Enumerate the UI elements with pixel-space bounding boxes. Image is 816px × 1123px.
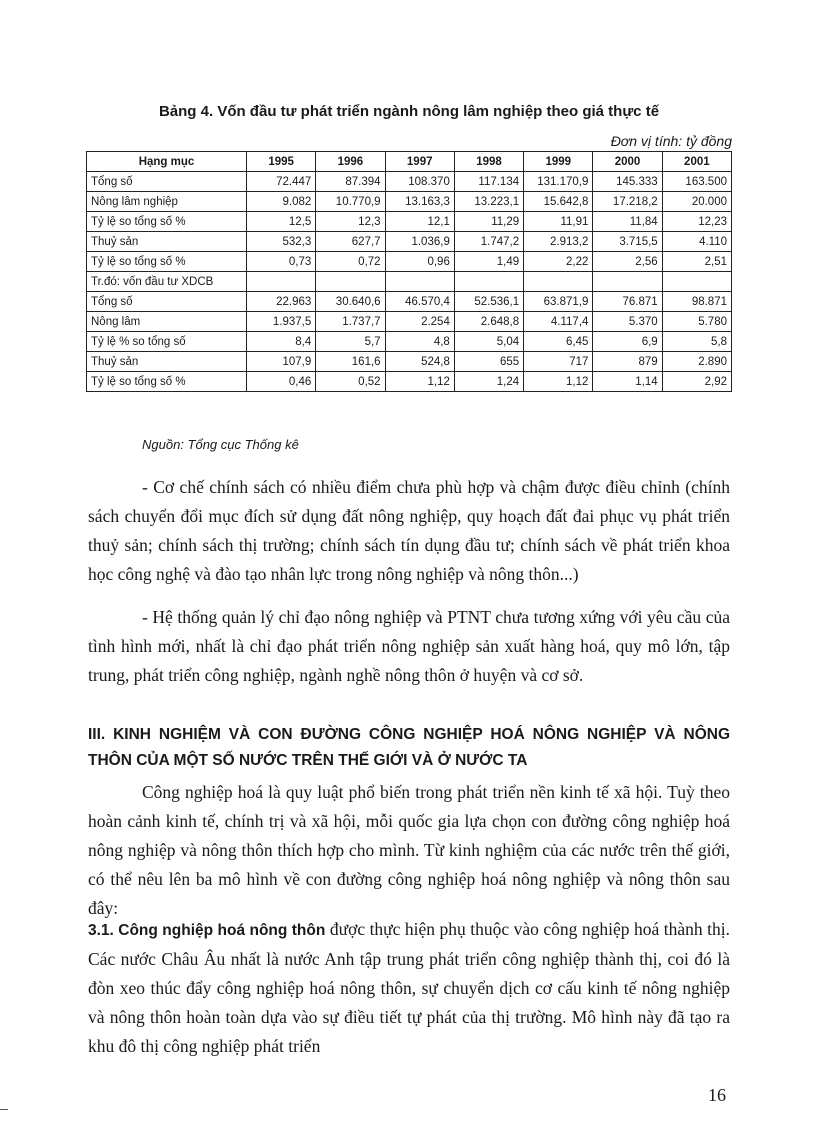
table-cell: 2.648,8 xyxy=(454,312,523,332)
table-cell: 17.218,2 xyxy=(593,192,662,212)
table-cell: 9.082 xyxy=(247,192,316,212)
row-label: Tổng số xyxy=(87,292,247,312)
table-cell: 6,9 xyxy=(593,332,662,352)
table-cell: 145.333 xyxy=(593,172,662,192)
table-cell: 0,73 xyxy=(247,252,316,272)
table-cell: 524,8 xyxy=(385,352,454,372)
table-cell: 13.163,3 xyxy=(385,192,454,212)
table-cell: 11,84 xyxy=(593,212,662,232)
table-cell: 131.170,9 xyxy=(524,172,593,192)
table-cell: 63.871,9 xyxy=(524,292,593,312)
table-cell: 76.871 xyxy=(593,292,662,312)
table-cell: 11,29 xyxy=(454,212,523,232)
table-cell: 46.570,4 xyxy=(385,292,454,312)
table-row xyxy=(87,372,732,392)
table-cell: 117.134 xyxy=(454,172,523,192)
table-cell: 0,52 xyxy=(316,372,385,392)
table-row xyxy=(87,172,732,192)
table-cell: 2,92 xyxy=(662,372,731,392)
table-header-cell: 1996 xyxy=(316,152,385,172)
table-header-row xyxy=(87,152,732,172)
table-cell: 4.117,4 xyxy=(524,312,593,332)
row-label: Tr.đó: vốn đầu tư XDCB xyxy=(87,272,247,292)
table-cell: 1,12 xyxy=(524,372,593,392)
table-unit: Đơn vị tính: tỷ đồng xyxy=(610,133,732,149)
table-cell: 5,04 xyxy=(454,332,523,352)
table-header-cell: 1995 xyxy=(247,152,316,172)
table-row xyxy=(87,292,732,312)
table-cell: 1.747,2 xyxy=(454,232,523,252)
table-cell: 12,5 xyxy=(247,212,316,232)
paragraph-policy: - Cơ chế chính sách có nhiều điểm chưa phù hợp và chậm được điều chỉnh (chính sách chuyển đổi mục đích sử dụng đất nông nghiệp, quy hoạch đất đai phục vụ phát triển thuỷ sản; chính sách thị trường; chính sách tín dụng đầu tư; chính sách về phát triển khoa học công nghệ và đào tạo nhân lực trong nông nghiệp và nông thôn...) xyxy=(88,477,730,584)
table-cell: 12,1 xyxy=(385,212,454,232)
subsection-lead: 3.1. Công nghiệp hoá nông thôn xyxy=(88,922,326,939)
table-cell: 2,56 xyxy=(593,252,662,272)
row-label: Thuỷ sản xyxy=(87,352,247,372)
row-label: Tỷ lệ so tổng số % xyxy=(87,372,247,392)
paragraph-industrialization: Công nghiệp hoá là quy luật phổ biến trong phát triển nền kinh tế xã hội. Tuỳ theo hoàn cảnh kinh tế, chính trị và xã hội, mỗi quốc gia lựa chọn con đường công nghiệp hoá nông nghiệp và nông thôn thích hợp cho mình. Từ kinh nghiệm của các nước trên thế giới, có thể nêu lên ba mô hình về con đường công nghiệp hoá nông nghiệp và nông thôn sau đây: xyxy=(88,782,730,918)
table-cell: 12,3 xyxy=(316,212,385,232)
table-cell: 108.370 xyxy=(385,172,454,192)
paragraph-model-1 xyxy=(88,915,730,1061)
table-cell: 5,8 xyxy=(662,332,731,352)
table-source: Nguồn: Tổng cục Thống kê xyxy=(142,437,299,452)
table-cell: 8,4 xyxy=(247,332,316,352)
table-cell xyxy=(385,272,454,292)
table-cell: 98.871 xyxy=(662,292,731,312)
table-cell: 0,46 xyxy=(247,372,316,392)
table-cell: 2,22 xyxy=(524,252,593,272)
row-label: Nông lâm nghiệp xyxy=(87,192,247,212)
table-cell: 1.937,5 xyxy=(247,312,316,332)
table-cell: 30.640,6 xyxy=(316,292,385,312)
table-cell: 22.963 xyxy=(247,292,316,312)
row-label: Tỷ lệ so tổng số % xyxy=(87,252,247,272)
table-cell: 1,12 xyxy=(385,372,454,392)
table-header-cell: 1997 xyxy=(385,152,454,172)
table-cell xyxy=(454,272,523,292)
margin-mark xyxy=(0,1109,8,1110)
table-cell: 2.913,2 xyxy=(524,232,593,252)
table-cell: 627,7 xyxy=(316,232,385,252)
table-cell: 1.036,9 xyxy=(385,232,454,252)
table-cell xyxy=(316,272,385,292)
table-row xyxy=(87,232,732,252)
row-label: Tỷ lệ % so tổng số xyxy=(87,332,247,352)
page-number: 16 xyxy=(708,1085,726,1105)
table-cell: 0,96 xyxy=(385,252,454,272)
table-cell: 4,8 xyxy=(385,332,454,352)
table-cell: 161,6 xyxy=(316,352,385,372)
table-row xyxy=(87,312,732,332)
subsection-text: được thực hiện phụ thuộc vào công nghiệp hoá thành thị. Các nước Châu Âu nhất là nước Anh tập trung phát triển công nghiệp thành thị, coi đó là đòn xeo thúc đẩy công nghiệp hoá nông thôn, sự chuyển dịch cơ cấu kinh tế nông nghiệp và nông thôn hoàn toàn dựa vào sự điều tiết tự phát của thị trường. Mô hình này đã tạo ra khu đô thị công nghiệp phát triển xyxy=(88,919,730,1056)
table-cell: 11,91 xyxy=(524,212,593,232)
table-cell: 717 xyxy=(524,352,593,372)
table-cell xyxy=(593,272,662,292)
table-cell: 72.447 xyxy=(247,172,316,192)
table-title: Bảng 4. Vốn đầu tư phát triển ngành nông lâm nghiệp theo giá thực tế xyxy=(158,103,660,120)
table-cell: 879 xyxy=(593,352,662,372)
table-cell: 10.770,9 xyxy=(316,192,385,212)
table-cell: 2.254 xyxy=(385,312,454,332)
table-cell: 12,23 xyxy=(662,212,731,232)
table-cell: 2.890 xyxy=(662,352,731,372)
paragraph-management: - Hệ thống quản lý chỉ đạo nông nghiệp và PTNT chưa tương xứng với yêu cầu của tình hình mới, nhất là chỉ đạo phát triển nông nghiệp sản xuất hàng hoá, quy mô lớn, tập trung, phát triển công nghiệp, ngành nghề nông thôn ở huyện và cơ sở. xyxy=(88,607,730,685)
table-row xyxy=(87,332,732,352)
table-cell: 163.500 xyxy=(662,172,731,192)
table-header-cell: 1998 xyxy=(454,152,523,172)
table-row xyxy=(87,352,732,372)
table-cell: 20.000 xyxy=(662,192,731,212)
table-cell: 13.223,1 xyxy=(454,192,523,212)
table-header-cell: 2001 xyxy=(662,152,731,172)
row-label: Tổng số xyxy=(87,172,247,192)
table-body xyxy=(87,172,732,392)
row-label: Thuỷ sản xyxy=(87,232,247,252)
table-header-cell: 2000 xyxy=(593,152,662,172)
table-row xyxy=(87,252,732,272)
table-cell: 1.737,7 xyxy=(316,312,385,332)
table-cell xyxy=(524,272,593,292)
table-row xyxy=(87,272,732,292)
table-cell: 6,45 xyxy=(524,332,593,352)
table-cell: 107,9 xyxy=(247,352,316,372)
table-cell: 0,72 xyxy=(316,252,385,272)
investment-table xyxy=(86,151,732,392)
table-cell: 1,49 xyxy=(454,252,523,272)
table-row xyxy=(87,192,732,212)
row-label: Tỷ lệ so tổng số % xyxy=(87,212,247,232)
table-cell: 4.110 xyxy=(662,232,731,252)
table-cell: 87.394 xyxy=(316,172,385,192)
table-cell: 5.370 xyxy=(593,312,662,332)
table-cell: 52.536,1 xyxy=(454,292,523,312)
table-cell: 15.642,8 xyxy=(524,192,593,212)
table-cell: 3.715,5 xyxy=(593,232,662,252)
table-cell: 2,51 xyxy=(662,252,731,272)
table-cell xyxy=(662,272,731,292)
table-cell: 532,3 xyxy=(247,232,316,252)
table-cell: 5.780 xyxy=(662,312,731,332)
table-row xyxy=(87,212,732,232)
table-cell: 1,24 xyxy=(454,372,523,392)
section-heading: III. KINH NGHIỆM VÀ CON ĐƯỜNG CÔNG NGHIỆP HOÁ NÔNG NGHIỆP VÀ NÔNG THÔN CỦA MỘT SỐ NƯỚC TRÊN THẾ GIỚI VÀ Ở NƯỚC TA xyxy=(88,726,730,769)
table-header-cell: 1999 xyxy=(524,152,593,172)
table-cell: 5,7 xyxy=(316,332,385,352)
table-cell: 1,14 xyxy=(593,372,662,392)
table-header-cell: Hạng mục xyxy=(87,152,247,172)
table-cell xyxy=(247,272,316,292)
table-cell: 655 xyxy=(454,352,523,372)
row-label: Nông lâm xyxy=(87,312,247,332)
